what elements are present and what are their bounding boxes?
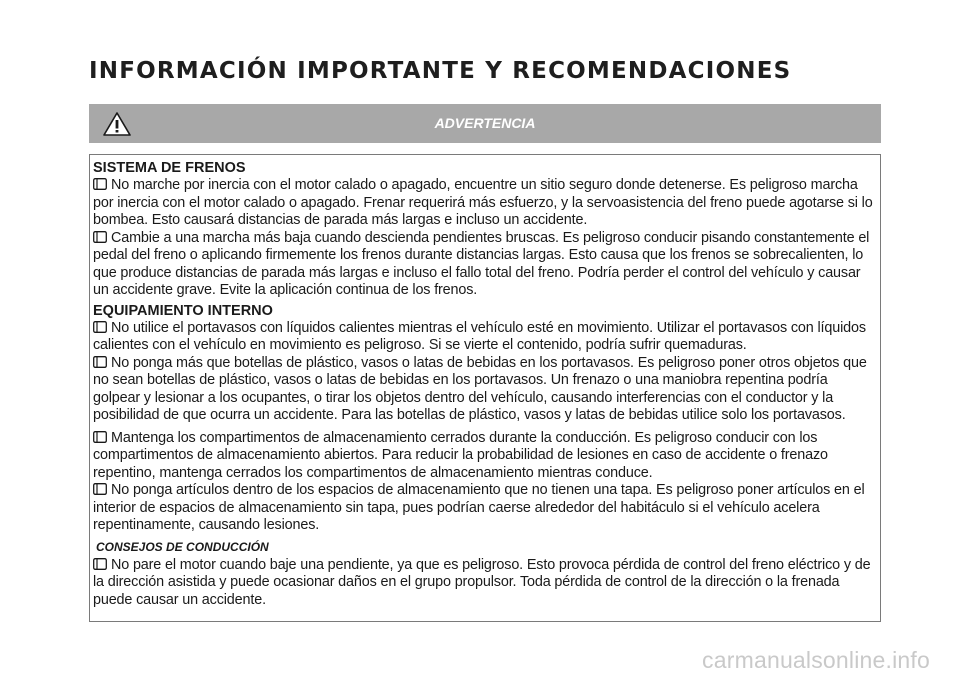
list-item: No pare el motor cuando baje una pendiente, ya que es peligroso. Esto provoca pérdida de control del freno eléctrico y de la dirección asistida y puede ocasionar daños en el grupo propulsor. Toda pérdida de control de la dirección o la frenada puede causar un accidente.: [93, 556, 871, 608]
list-item: No utilice el portavasos con líquidos calientes mientras el vehículo esté en movimiento. Utilizar el portavasos con líquidos calientes con el vehículo en movimiento es peligroso. Si se vierte el contenido, podría sufrir quemaduras.: [93, 319, 866, 353]
book-bullet-icon: [93, 321, 107, 333]
book-bullet-icon: [93, 231, 107, 243]
list-item: No ponga más que botellas de plástico, vasos o latas de bebidas en los portavasos. Es peligroso poner otros objetos que no sean botellas de plástico, vasos o latas de bebidas en los portavasos. Un frenazo o una maniobra repentina podría golpear y lesionar a los ocupantes, o tirar los objetos dentro del vehículo, causando interferencias con el conductor y la posibilidad de que ocurra un accidente. Para las botellas de plástico, vasos y latas de bebidas utilice solo los portavasos.: [93, 354, 867, 423]
warning-banner: [89, 104, 881, 143]
warning-label: ADVERTENCIA: [434, 115, 536, 131]
watermark: carmanualsonline.info: [702, 647, 930, 673]
list-item: Mantenga los compartimentos de almacenamiento cerrados durante la conducción. Es peligroso conducir con los compartimentos de almacenamiento abiertos. Para reducir la probabilidad de lesiones en caso de accidente o frenazo repentino, mantenga cerrados los compartimentos de almacenamiento mientras conduce.: [93, 429, 828, 481]
warning-content-box: [89, 154, 881, 622]
book-bullet-icon: [93, 356, 107, 368]
book-bullet-icon: [93, 558, 107, 570]
list-item: No marche por inercia con el motor calado o apagado, encuentre un sitio seguro donde detenerse. Es peligroso marcha por inercia con el motor calado o apagado. Frenar requerirá más esfuerzo, y la servoasistencia del freno puede agotarse si lo bombea. Esto causará distancias de parada más largas e incluso un accidente.: [93, 177, 873, 228]
list-item: No ponga artículos dentro de los espacios de almacenamiento que no tienen una tapa. Es peligroso poner artículos en el interior de espacios de almacenamiento sin tapa, pues podrían caerse alrededor del habitáculo si el vehículo acelera repentinamente, causando lesiones.: [93, 482, 865, 533]
book-bullet-icon: [93, 178, 107, 190]
page-title: INFORMACIÓN IMPORTANTE Y RECOMENDACIONES: [89, 58, 792, 84]
section-heading-brakes: SISTEMA DE FRENOS: [93, 160, 246, 176]
book-bullet-icon: [93, 483, 107, 495]
section-heading-interior: EQUIPAMIENTO INTERNO: [93, 302, 273, 319]
list-item: Cambie a una marcha más baja cuando descienda pendientes bruscas. Es peligroso conducir pisando constantemente el pedal del freno o aplicando firmemente los frenos durante distancias largas. Esto causa que los frenos se sobrecalienten, lo que produce distancias de parada más largas e incluso el fallo total del freno. Podría perder el control del vehículo y causar un accidente grave. Evite la aplicación continua de los frenos.: [93, 229, 870, 298]
book-bullet-icon: [93, 431, 107, 443]
section-heading-driving: CONSEJOS DE CONDUCCIÓN: [96, 539, 269, 554]
